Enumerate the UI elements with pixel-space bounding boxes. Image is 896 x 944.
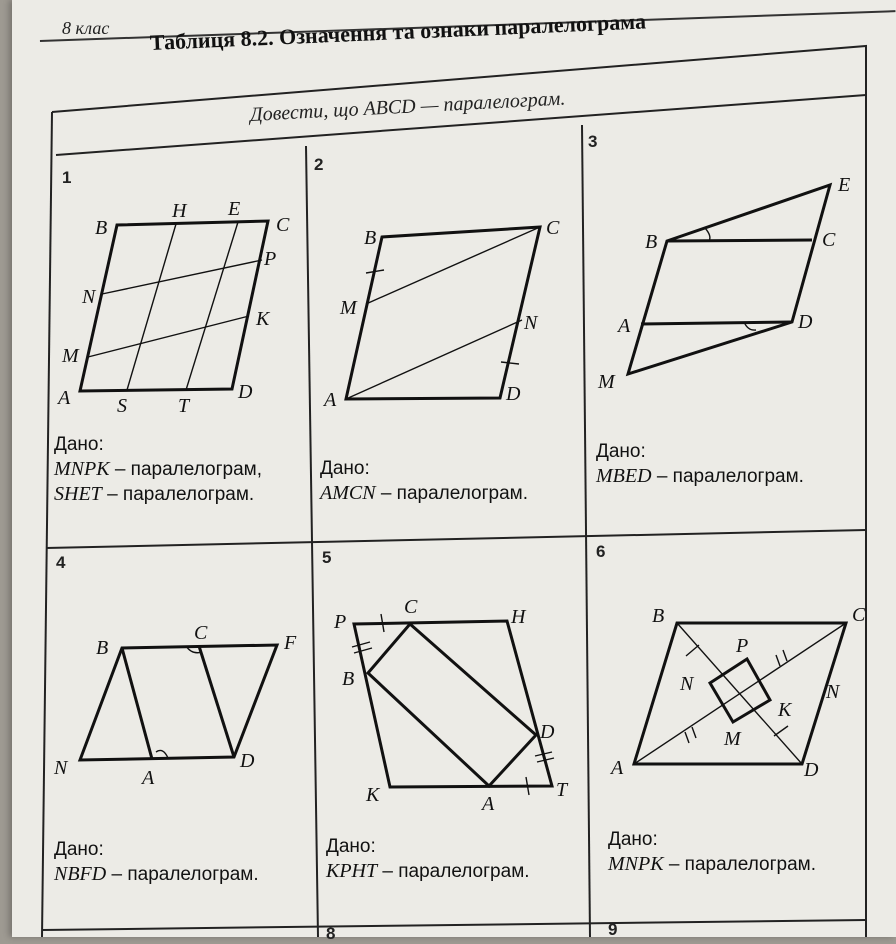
tick-pb-1: [352, 642, 370, 647]
figure-5: [352, 614, 554, 795]
given-text: – паралелограм.: [375, 483, 528, 504]
parallelogram-abcd-2: [346, 227, 540, 399]
given-text: – паралелограм.: [663, 854, 816, 875]
given-block-3: [596, 440, 804, 489]
cell-number-3: 3: [588, 132, 598, 151]
given-block-5: [326, 835, 530, 884]
point-label-m: M: [340, 297, 357, 319]
given-text: – паралелограм.: [101, 484, 255, 505]
point-label-b: B: [364, 227, 377, 249]
point-label-t: T: [556, 779, 568, 801]
point-label-n: N: [524, 312, 538, 334]
given-line: [320, 481, 528, 506]
segment-mk: [88, 316, 249, 357]
given-line: [54, 862, 259, 887]
segment-ba: [122, 648, 152, 759]
point-label-d: D: [506, 383, 521, 405]
figure-3: [628, 185, 830, 374]
point-label-k: K: [256, 308, 270, 330]
tick-pc-2: [783, 650, 787, 661]
point-label-b: B: [342, 668, 355, 690]
point-label-n-side: N: [826, 681, 840, 703]
given-line: [54, 482, 262, 507]
given-block-2: [320, 457, 528, 506]
point-label-n: N: [82, 286, 96, 308]
point-label-p: P: [334, 611, 347, 633]
point-label-m: M: [724, 728, 741, 750]
point-label-c: C: [276, 214, 290, 236]
tick-am-1: [685, 732, 689, 743]
angle-mark-b: [705, 228, 710, 241]
point-label-a: A: [58, 387, 71, 409]
col-divider-2: [582, 125, 590, 937]
point-label-d: D: [798, 311, 813, 333]
row-divider-2: [42, 920, 866, 930]
given-figure-name: SHET: [54, 483, 102, 505]
point-label-a: A: [611, 757, 624, 779]
table-title: Таблиця 8.2. Означення та ознаки паралелограма: [149, 8, 647, 55]
given-figure-name: KPHT: [326, 860, 378, 882]
segment-ad: [641, 322, 792, 324]
row-divider-1: [46, 530, 866, 548]
segment-an: [346, 320, 522, 399]
tick-bn: [686, 645, 699, 656]
segment-bc: [667, 240, 812, 241]
point-label-d: D: [804, 759, 819, 781]
given-text: – паралелограм.: [651, 466, 804, 487]
given-figure-name: MNPK: [608, 853, 664, 875]
point-label-b: B: [96, 637, 109, 659]
point-label-n: N: [54, 757, 68, 779]
cell-number-9: 9: [608, 920, 618, 939]
given-line: [54, 457, 262, 482]
point-label-t: T: [178, 395, 190, 417]
point-label-e: E: [838, 174, 851, 196]
given-text: – паралелограм.: [106, 864, 259, 885]
point-label-c: C: [194, 622, 208, 644]
point-label-k: K: [778, 699, 792, 721]
point-label-p: P: [736, 635, 749, 657]
segment-cd: [199, 646, 234, 757]
point-label-d: D: [240, 750, 255, 772]
given-label: Дано:: [54, 434, 104, 455]
point-label-d: D: [238, 381, 253, 403]
point-label-b: B: [652, 605, 665, 627]
point-label-a: A: [482, 793, 495, 815]
cell-number-2: 2: [314, 155, 324, 174]
figure-2: [346, 227, 540, 399]
point-label-e: E: [228, 198, 241, 220]
cell-number-1: 1: [62, 168, 72, 187]
given-label: Дано:: [320, 458, 370, 479]
tick-nd: [501, 362, 519, 364]
figure-1: [80, 221, 268, 391]
point-label-a: A: [618, 315, 631, 337]
given-figure-name: AMCN: [320, 482, 376, 504]
given-line: [326, 859, 530, 884]
figure-4: [80, 645, 277, 760]
point-label-a: A: [324, 389, 337, 411]
given-label: Дано:: [608, 829, 658, 850]
given-figure-name: MNPK: [54, 458, 110, 480]
parallelogram-abcd-1: [80, 221, 268, 391]
segment-np: [102, 260, 262, 294]
point-label-h: H: [172, 200, 187, 222]
grade-label: 8 клас: [62, 18, 110, 38]
given-label: Дано:: [326, 836, 376, 857]
point-label-c: C: [822, 229, 836, 251]
given-text: – паралелограм.: [377, 861, 530, 882]
parallelogram-nbfd: [80, 645, 277, 760]
parallelogram-kpht: [354, 621, 555, 787]
segment-te: [186, 222, 238, 390]
tick-pb-2: [354, 648, 372, 653]
point-label-d: D: [540, 721, 555, 743]
given-figure-name: MBED: [596, 465, 652, 487]
given-line: [596, 464, 804, 489]
given-block-1: [54, 433, 262, 507]
point-label-b: B: [645, 231, 658, 253]
given-block-4: [54, 838, 259, 887]
quadrilateral-abcd-5: [368, 624, 536, 786]
prove-statement: Довести, що ABCD — паралелограм.: [249, 87, 566, 126]
given-block-6: [608, 828, 816, 877]
tick-pc-1: [776, 655, 780, 666]
cell-number-4: 4: [56, 553, 66, 572]
given-figure-name: NBFD: [54, 863, 107, 885]
given-line: [608, 852, 816, 877]
point-label-n: N: [680, 673, 694, 695]
point-label-s: S: [117, 395, 127, 417]
point-label-m: M: [598, 371, 615, 393]
given-text: – паралелограм,: [109, 459, 262, 480]
parallelogram-mnpk: [710, 659, 770, 722]
segment-sh: [127, 224, 176, 390]
given-label: Дано:: [54, 839, 104, 860]
table-frame-left: [42, 112, 52, 937]
point-label-f: F: [284, 632, 297, 654]
parallelogram-mbed: [628, 185, 830, 374]
cell-number-8: 8: [326, 924, 336, 943]
point-label-a: A: [142, 767, 155, 789]
point-label-m: M: [62, 345, 79, 367]
tick-kd: [774, 726, 788, 736]
cell-number-5: 5: [322, 548, 332, 567]
point-label-k: K: [366, 784, 380, 806]
segment-mc: [366, 227, 540, 304]
point-label-c: C: [852, 604, 866, 626]
point-label-p: P: [264, 248, 277, 270]
point-label-b: B: [95, 217, 108, 239]
cell-number-6: 6: [596, 542, 606, 561]
given-label: Дано:: [596, 441, 646, 462]
point-label-c: C: [404, 596, 418, 618]
point-label-h: H: [511, 606, 526, 628]
point-label-c: C: [546, 217, 560, 239]
tick-am-2: [692, 727, 696, 738]
